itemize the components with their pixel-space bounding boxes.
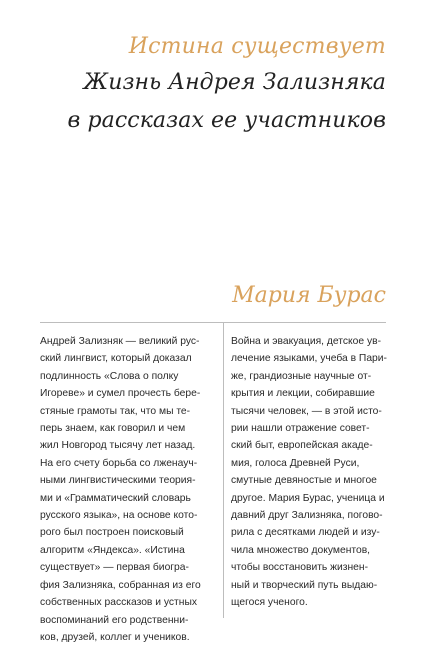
blurb-text-line: чила множество документов, — [231, 544, 371, 556]
blurb-text-line: ский быт, европейская акаде- — [231, 440, 373, 452]
blurb-text-line: На его счету борьба со лженауч- — [40, 457, 198, 469]
book-supertitle: Истина существует — [128, 34, 386, 59]
blurb-text-line: существует» — первая биогра- — [40, 562, 189, 574]
blurb-text-line: фия Зализняка, собранная из его — [40, 579, 201, 591]
author-name: Мария Бурас — [232, 283, 386, 308]
blurb-text-line: ми и «Грамматический словарь — [40, 492, 191, 504]
blurb-text-line: мия, голоса Древней Руси, — [231, 457, 360, 469]
blurb-text-line: воспоминаний его родственни- — [40, 614, 189, 626]
blurb-text-line: ный и творческий путь выдаю- — [231, 579, 378, 591]
blurb-text-line: чтобы восстановить жизнен- — [231, 562, 369, 574]
blurb-text-line: русского языка», на основе кото- — [40, 510, 198, 522]
blurb-text-line: смутные девяностые и многое — [231, 475, 377, 487]
blurb-text-line: Андрей Зализняк — великий рус- — [40, 336, 200, 347]
blurb-columns — [40, 333, 387, 643]
blurb-text-line: щегося ученого. — [231, 597, 308, 609]
blurb-text-line: же, грандиозные научные от- — [231, 370, 372, 382]
blurb-text-line: ский лингвист, который доказал — [40, 353, 192, 365]
vertical-divider — [223, 322, 224, 618]
blurb-text-line: рого был построен поисковый — [40, 527, 184, 539]
blurb-left-column — [40, 333, 200, 646]
blurb-text-line: Игореве» и сумел прочесть бере- — [40, 388, 201, 400]
blurb-text-line: рии нашли отражение совет- — [231, 423, 370, 435]
blurb-text-line: тысячи человек, — в этой исто- — [231, 405, 382, 417]
blurb-text-line: крытия и лекции, собиравшие — [231, 388, 375, 400]
blurb-right-column — [231, 333, 391, 612]
blurb-text-line: стяные грамоты так, что мы те- — [40, 405, 191, 417]
blurb-text-line: рила с десятками людей и изу- — [231, 527, 380, 539]
blurb-text-line: собственных рассказов и устных — [40, 597, 198, 609]
blurb-text-line: алгоритм «Яндекса». «Истина — [40, 544, 185, 556]
blurb-text-line: ков, друзей, коллег и учеников. — [40, 631, 190, 643]
blurb-text-line: другое. Мария Бурас, ученица и — [231, 492, 385, 504]
blurb-text-line: Война и эвакуация, детское ув- — [231, 336, 382, 347]
book-title-line-1: Жизнь Андрея Зализняка — [83, 70, 386, 95]
horizontal-divider — [40, 322, 386, 323]
blurb-text-line: жил Новгород тысячу лет назад. — [40, 440, 196, 452]
cover-header — [26, 30, 386, 140]
blurb-text-line: перь знаем, как говорил и чем — [40, 423, 186, 435]
blurb-text-line: лечение языками, учеба в Пари- — [231, 353, 387, 365]
book-title-line-2: в рассказах ее участников — [67, 108, 386, 133]
blurb-text-line: давний друг Зализняка, погово- — [231, 510, 383, 522]
blurb-text-line: подлинность «Слова о полку — [40, 370, 179, 382]
blurb-text-line: ными лингвистическими теория- — [40, 475, 196, 487]
